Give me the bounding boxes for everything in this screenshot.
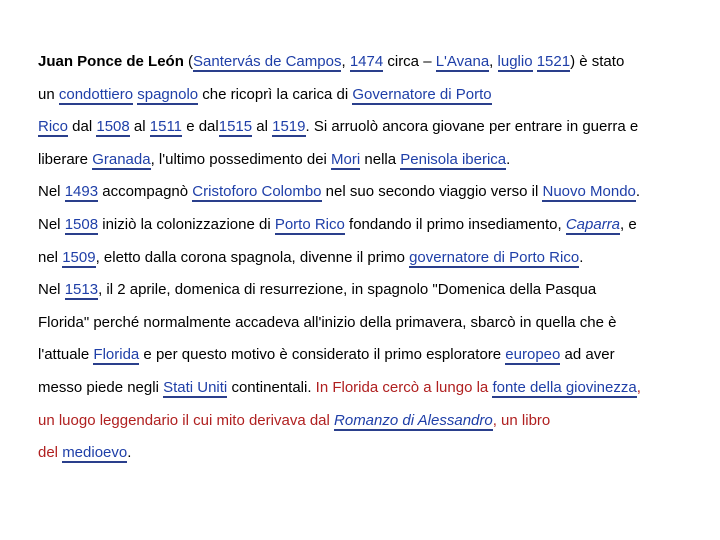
hyperlink[interactable]: 1519 [272, 118, 306, 136]
hyperlink[interactable]: europeo [505, 346, 561, 364]
hyperlink[interactable]: Mori [331, 150, 361, 168]
hyperlink[interactable]: Santervás de Campos [193, 53, 342, 70]
text-run: che ricoprì la carica di [198, 85, 353, 103]
text-line [38, 46, 710, 79]
hyperlink[interactable]: spagnolo [137, 85, 199, 103]
hyperlink[interactable]: Stati Uniti [163, 378, 228, 396]
text-run: ( [183, 53, 194, 70]
hyperlink[interactable]: Penisola iberica [400, 150, 507, 168]
hyperlink[interactable]: 1513 [64, 281, 99, 299]
text-run: , [341, 53, 350, 70]
bold-text: Juan Ponce de León [38, 53, 184, 70]
text-run: un luogo leggendario il cui mito derivava dal [38, 411, 335, 429]
text-line [38, 144, 710, 177]
text-run: nella [360, 150, 401, 168]
hyperlink[interactable]: fonte della giovinezza [492, 378, 637, 396]
hyperlink[interactable]: 1508 [96, 118, 130, 136]
text-line [38, 209, 710, 242]
hyperlink[interactable]: Nuovo Mondo [542, 183, 636, 201]
text-run: fondando il primo insediamento, [344, 215, 566, 233]
text-run: , eletto dalla corona spagnola, divenne il primo [95, 248, 410, 266]
text-run: accompagnò [98, 183, 193, 201]
text-line [38, 307, 710, 340]
text-run: . [635, 183, 641, 201]
hyperlink[interactable]: Porto Rico [274, 215, 345, 233]
text-line [38, 242, 710, 275]
text-run: , e [620, 215, 637, 233]
text-run: circa – [383, 53, 436, 70]
text-run: . [579, 248, 584, 266]
hyperlink[interactable]: Cristoforo Colombo [192, 183, 322, 201]
hyperlink[interactable]: 1474 [349, 53, 384, 70]
text-run: . [127, 444, 132, 462]
hyperlink[interactable]: medioevo [62, 444, 128, 462]
text-run: ad aver [560, 346, 615, 364]
text-run: liberare [38, 150, 93, 168]
text-line [38, 405, 710, 438]
hyperlink[interactable]: Rico [38, 118, 69, 136]
text-run: . Si arruolò ancora giovane per entrare in guerra e [305, 118, 639, 136]
hyperlink[interactable]: 1521 [536, 53, 571, 70]
text-run: continentali. [227, 378, 316, 396]
text-line [38, 339, 710, 372]
hyperlink[interactable]: Florida [93, 346, 140, 364]
text-run: e per questo motivo è considerato il primo esploratore [139, 346, 506, 364]
hyperlink[interactable]: condottiero [58, 85, 134, 103]
text-run: , il 2 aprile, domenica di resurrezione, in spagnolo "Domenica della Pasqua [98, 281, 597, 299]
text-run: Nel [38, 183, 65, 201]
text-run: al [129, 118, 150, 136]
hyperlink[interactable]: 1493 [64, 183, 99, 201]
text-run: un [38, 85, 59, 103]
text-run: nel [38, 248, 63, 266]
hyperlink[interactable]: luglio [497, 53, 533, 70]
text-run: Nel [38, 215, 65, 233]
text-line [38, 111, 710, 144]
text-run: , un libro [492, 411, 551, 429]
hyperlink[interactable]: L'Avana [435, 53, 490, 70]
document-body [38, 46, 710, 470]
text-line [38, 79, 710, 112]
hyperlink[interactable]: Granada [92, 150, 151, 168]
hyperlink[interactable]: Romanzo di Alessandro [334, 411, 493, 429]
text-run: iniziò la colonizzazione di [98, 215, 275, 233]
text-run: al [252, 118, 273, 136]
text-run: dal [68, 118, 97, 136]
text-run: Nel [38, 281, 65, 299]
text-run: e dal [182, 118, 219, 136]
text-line [38, 274, 710, 307]
text-run: , [636, 378, 641, 396]
text-run: del [38, 444, 63, 462]
text-run: . [506, 150, 511, 168]
hyperlink[interactable]: 1508 [64, 215, 99, 233]
text-run: Florida" perché normalmente accadeva all'inizio della primavera, sbarcò in quella che è [38, 313, 617, 331]
text-run: In Florida cercò a lungo la [315, 378, 493, 396]
text-line [38, 176, 710, 209]
hyperlink[interactable]: 1515 [218, 118, 253, 136]
hyperlink[interactable]: Governatore di Porto [352, 85, 492, 103]
text-run: ) è stato [570, 53, 625, 70]
text-line [38, 372, 710, 405]
hyperlink[interactable]: 1511 [149, 118, 183, 136]
text-run: , [489, 53, 498, 70]
text-run: , l'ultimo possedimento dei [150, 150, 332, 168]
text-run: l'attuale [38, 346, 94, 364]
text-line [38, 437, 710, 470]
hyperlink[interactable]: 1509 [62, 248, 96, 266]
hyperlink[interactable]: Caparra [565, 215, 621, 233]
hyperlink[interactable]: governatore di Porto Rico [409, 248, 580, 266]
text-run: nel suo secondo viaggio verso il [321, 183, 543, 201]
text-run: messo piede negli [38, 378, 164, 396]
